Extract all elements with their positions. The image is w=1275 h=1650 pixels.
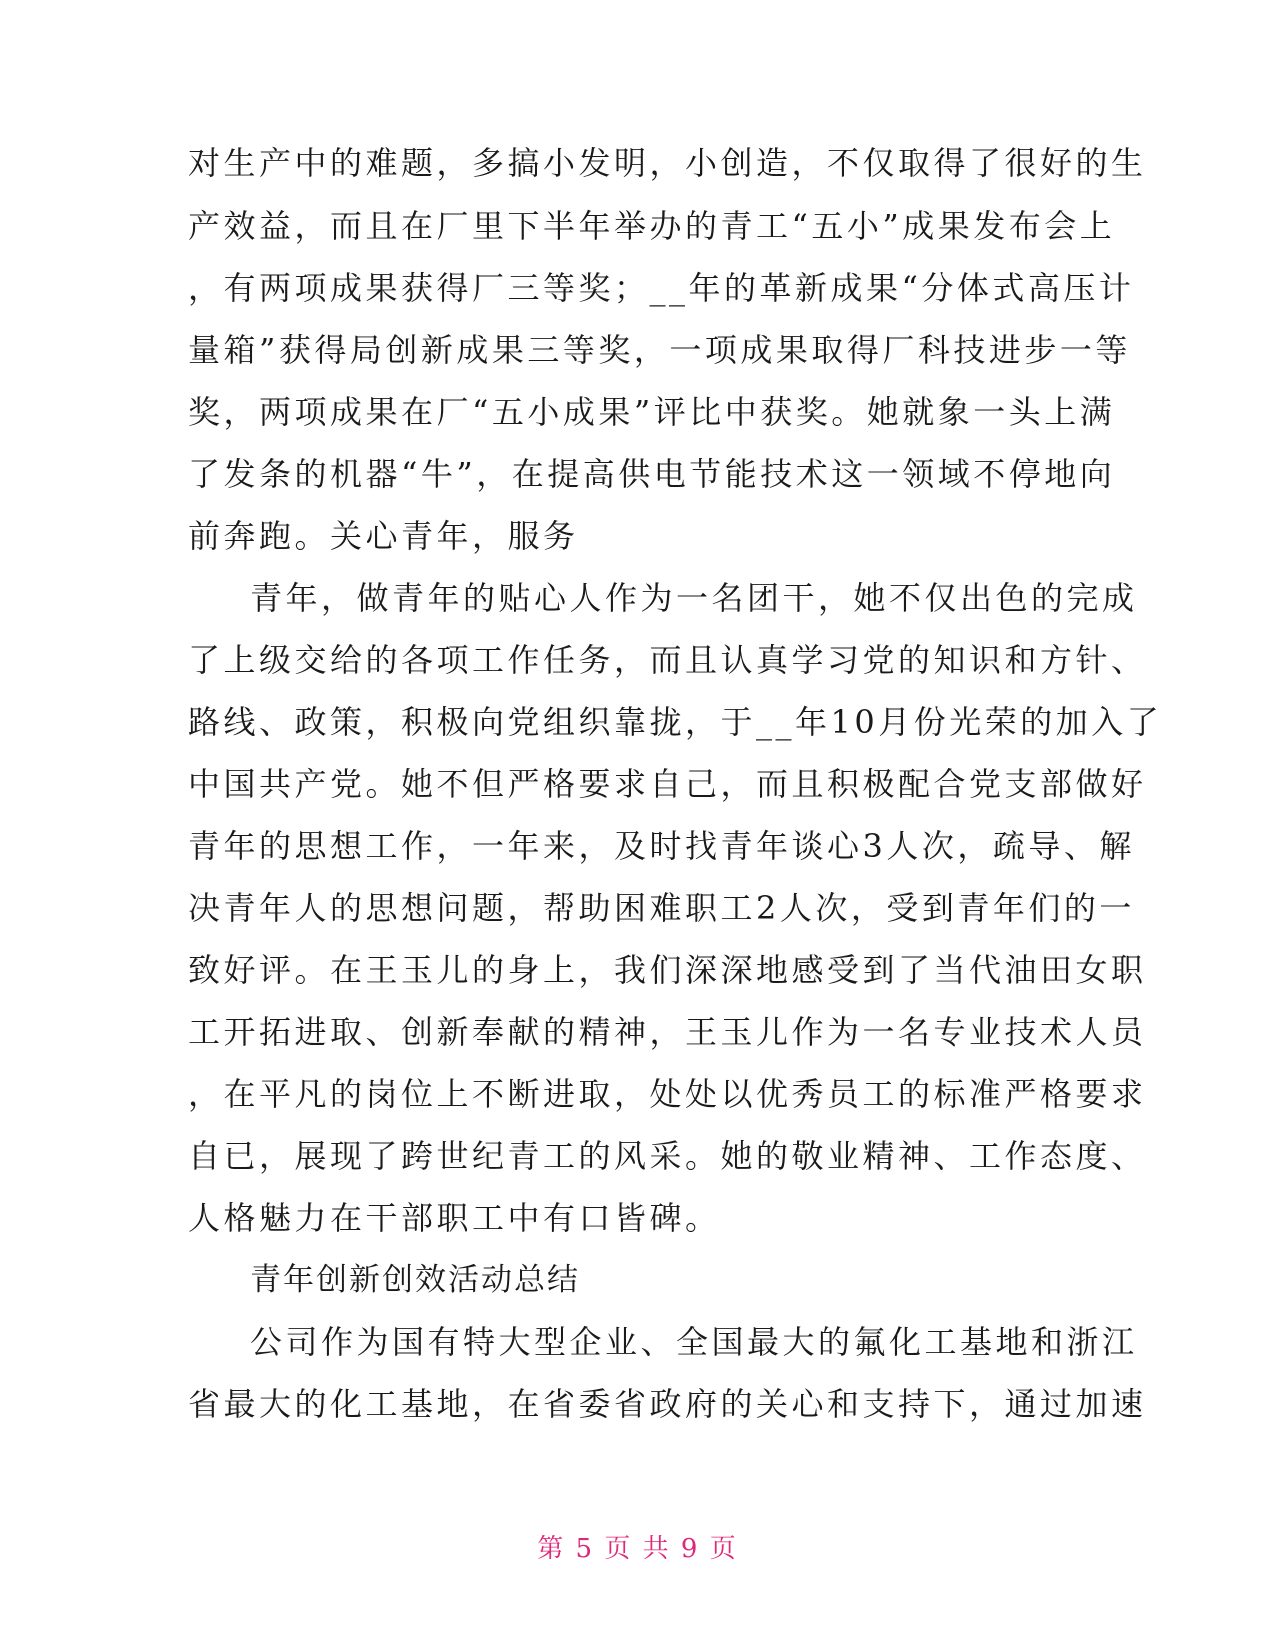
text-line: ，有两项成果获得厂三等奖；__年的革新成果“分体式高压计 bbox=[188, 269, 1135, 307]
text-line: 了上级交给的各项工作任务，而且认真学习党的知识和方针、 bbox=[188, 641, 1147, 679]
paragraph-start-line: 公司作为国有特大型企业、全国最大的氟化工基地和浙江 bbox=[250, 1323, 1138, 1361]
text-line: 省最大的化工基地，在省委省政府的关心和支持下，通过加速 bbox=[188, 1385, 1147, 1423]
page-number-footer: 第 5 页 共 9 页 bbox=[537, 1534, 738, 1564]
text-line: ，在平凡的岗位上不断进取，处处以优秀员工的标准严格要求 bbox=[188, 1075, 1147, 1113]
text-line: 奖，两项成果在厂“五小成果”评比中获奖。她就象一头上满 bbox=[188, 393, 1116, 431]
text-line: 致好评。在王玉儿的身上，我们深深地感受到了当代油田女职 bbox=[188, 951, 1147, 989]
text-line: 自已，展现了跨世纪青工的风采。她的敬业精神、工作态度、 bbox=[188, 1137, 1147, 1175]
section-heading: 青年创新创效活动总结 bbox=[250, 1262, 580, 1298]
paragraph-start-line: 青年，做青年的贴心人作为一名团干，她不仅出色的完成 bbox=[250, 579, 1138, 617]
text-line: 工开拓进取、创新奉献的精神，王玉儿作为一名专业技术人员 bbox=[188, 1013, 1147, 1051]
text-line: 决青年人的思想问题，帮助困难职工2人次，受到青年们的一 bbox=[188, 889, 1135, 927]
text-line: 了发条的机器“牛”，在提高供电节能技术这一领域不停地向 bbox=[188, 455, 1116, 493]
text-line: 量箱”获得局创新成果三等奖，一项成果取得厂科技进步一等 bbox=[188, 331, 1131, 369]
text-line: 产效益，而且在厂里下半年举办的青工“五小”成果发布会上 bbox=[188, 207, 1116, 245]
text-line: 青年的思想工作，一年来，及时找青年谈心3人次，疏导、解 bbox=[188, 827, 1135, 865]
text-line: 前奔跑。关心青年，服务 bbox=[188, 517, 579, 555]
text-line: 路线、政策，积极向党组织靠拢，于__年10月份光荣的加入了 bbox=[188, 703, 1163, 741]
text-line: 人格魅力在干部职工中有口皆碑。 bbox=[188, 1199, 721, 1237]
text-line: 对生产中的难题，多搞小发明，小创造，不仅取得了很好的生 bbox=[188, 144, 1147, 182]
text-line: 中国共产党。她不但严格要求自己，而且积极配合党支部做好 bbox=[188, 765, 1147, 803]
